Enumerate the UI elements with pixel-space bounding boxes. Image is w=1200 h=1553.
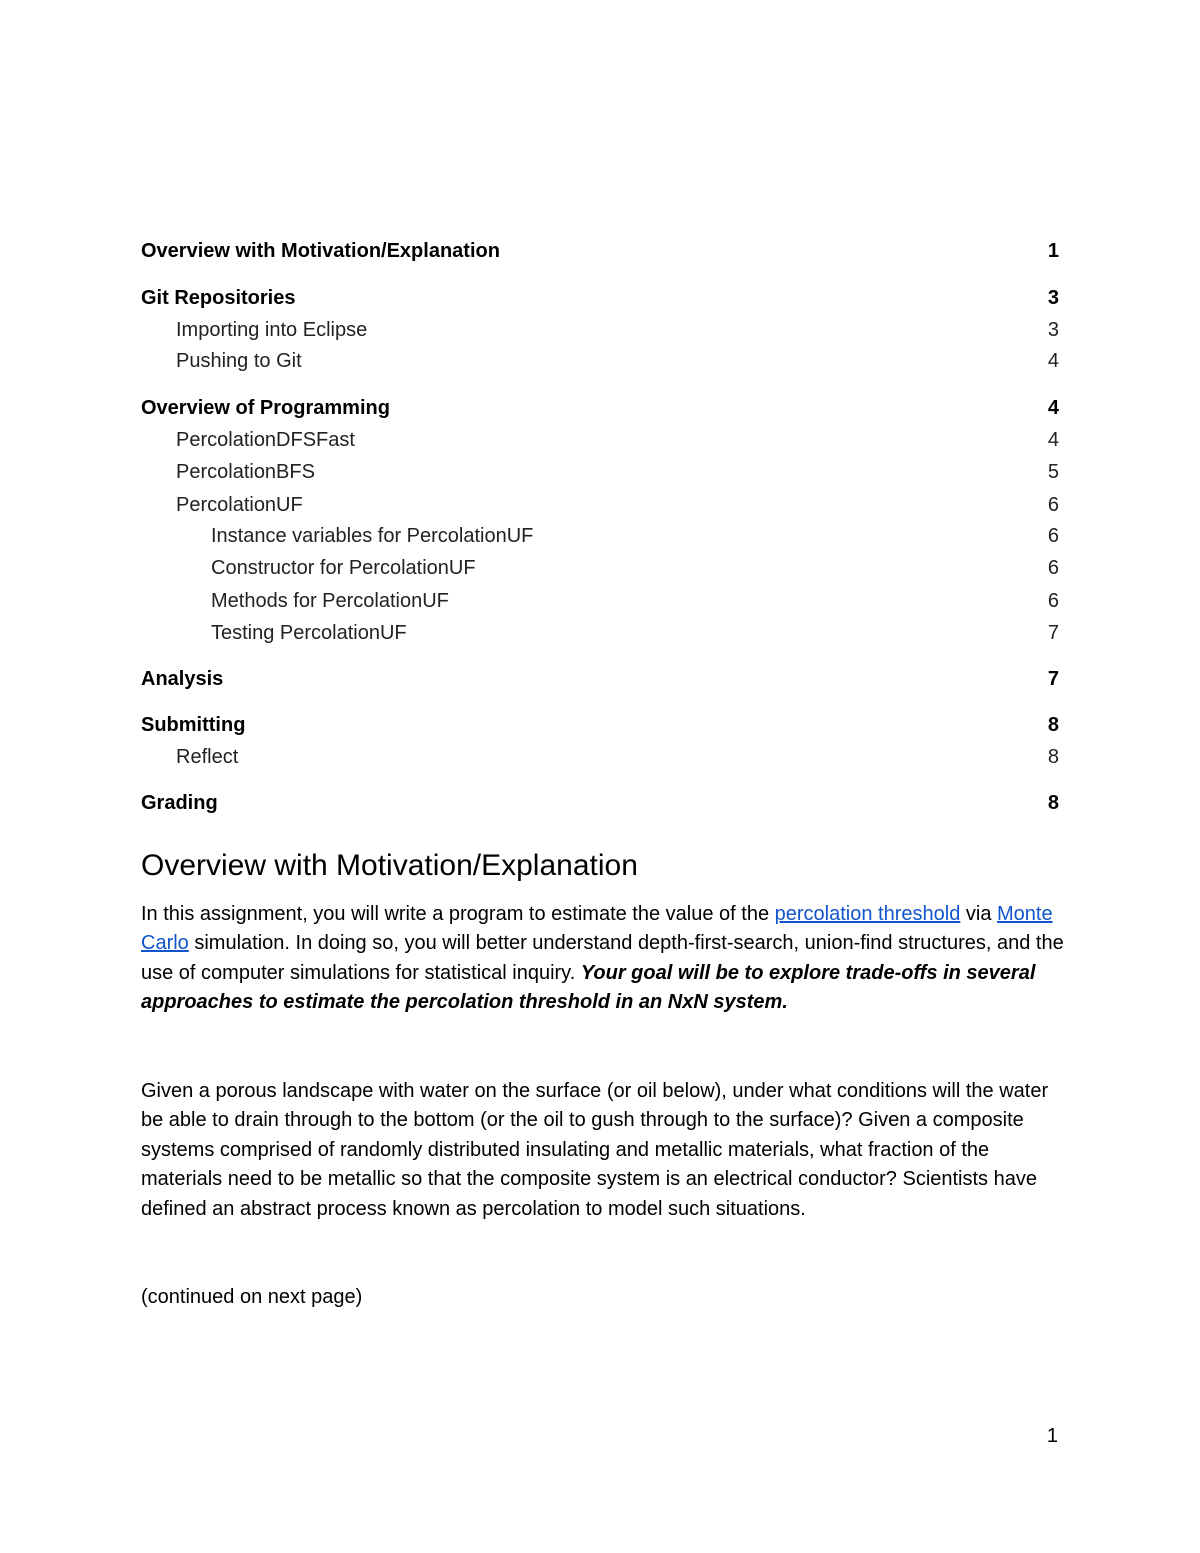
- toc-entry-page: 4: [1047, 397, 1059, 419]
- motivation-paragraph: Given a porous landscape with water on the surface (or oil below), under what conditions will the water be able to drain through to the bottom (or the oil to gush through to the surface)? Given a composite systems comprised of randomly distributed insulating and metallic materials, what fraction of the materials need to be metallic so that the composite system is an electrical conductor? Scientists have defined an abstract process known as percolation to model such situations.: [141, 1080, 1049, 1220]
- toc-entry-page: 3: [1047, 287, 1059, 309]
- toc-entry-page: 6: [1047, 494, 1059, 516]
- toc-entry-title: PercolationBFS: [176, 461, 315, 483]
- toc-entry[interactable]: [141, 553, 1059, 583]
- toc-entry[interactable]: [141, 664, 1059, 694]
- monte-carlo-link[interactable]: Monte Carlo: [141, 903, 1053, 955]
- toc-entry-page: 6: [1047, 557, 1059, 579]
- goal-emphasis: Your goal will be to explore trade-offs in several approaches to estimate the percolation threshold in an NxN system.: [141, 961, 1036, 1014]
- toc-entry[interactable]: [141, 710, 1059, 740]
- toc-entry-page: 8: [1047, 714, 1059, 736]
- intro-text-1: In this assignment, you will write a program to estimate the value of the: [141, 903, 775, 925]
- toc-entry-title: Methods for PercolationUF: [211, 590, 449, 612]
- toc-entry-title: Git Repositories: [141, 287, 296, 309]
- page-number: 1: [1046, 1425, 1058, 1447]
- toc-entry[interactable]: [141, 283, 1059, 313]
- toc-entry[interactable]: [141, 788, 1059, 818]
- toc-entry[interactable]: [141, 315, 1059, 345]
- toc-entry[interactable]: [141, 742, 1059, 772]
- toc-entry-page: 8: [1047, 792, 1059, 814]
- intro-text-3: simulation. In doing so, you will better understand depth-first-search, union-find structures, and the use of computer simulations for statistical inquiry.: [141, 932, 1064, 984]
- toc-entry-title: Reflect: [176, 746, 239, 768]
- toc-entry[interactable]: [141, 346, 1059, 376]
- toc-entry[interactable]: [141, 586, 1059, 616]
- toc-entry-page: 6: [1047, 590, 1059, 612]
- toc-entry[interactable]: [141, 236, 1059, 266]
- toc-entry-title: Pushing to Git: [176, 350, 302, 372]
- toc-entry-page: 7: [1047, 622, 1059, 644]
- toc-entry-title: Testing PercolationUF: [211, 622, 407, 644]
- toc-entry-title: Overview with Motivation/Explanation: [141, 240, 500, 262]
- toc-entry-page: 4: [1047, 350, 1059, 372]
- continued-note: (continued on next page): [141, 1286, 363, 1308]
- toc-entry-title: Importing into Eclipse: [176, 319, 368, 341]
- toc-entry-page: 6: [1047, 525, 1059, 547]
- toc-entry-title: PercolationUF: [176, 494, 303, 516]
- toc-entry[interactable]: [141, 490, 1059, 520]
- section-heading: Overview with Motivation/Explanation: [141, 849, 638, 882]
- toc-entry[interactable]: [141, 425, 1059, 455]
- toc-entry-page: 4: [1047, 429, 1059, 451]
- toc-entry-page: 3: [1047, 319, 1059, 341]
- toc-entry-title: Constructor for PercolationUF: [211, 557, 476, 579]
- toc-entry-title: Grading: [141, 792, 218, 814]
- toc-entry-page: 5: [1047, 461, 1059, 483]
- intro-text-2: via: [960, 903, 998, 925]
- toc-entry-title: PercolationDFSFast: [176, 429, 355, 451]
- percolation-threshold-link[interactable]: percolation threshold: [774, 903, 961, 925]
- toc-entry[interactable]: [141, 393, 1059, 423]
- toc-entry-title: Instance variables for PercolationUF: [211, 525, 534, 547]
- toc-entry-page: 8: [1047, 746, 1059, 768]
- toc-entry[interactable]: [141, 457, 1059, 487]
- toc-entry-title: Overview of Programming: [141, 397, 390, 419]
- intro-paragraph: [141, 900, 1071, 1018]
- toc-entry-title: Analysis: [141, 668, 224, 690]
- toc-entry-title: Submitting: [141, 714, 246, 736]
- toc-entry-page: 7: [1047, 668, 1059, 690]
- toc-entry-page: 1: [1047, 240, 1059, 262]
- toc-entry[interactable]: [141, 618, 1059, 648]
- toc-entry[interactable]: [141, 521, 1059, 551]
